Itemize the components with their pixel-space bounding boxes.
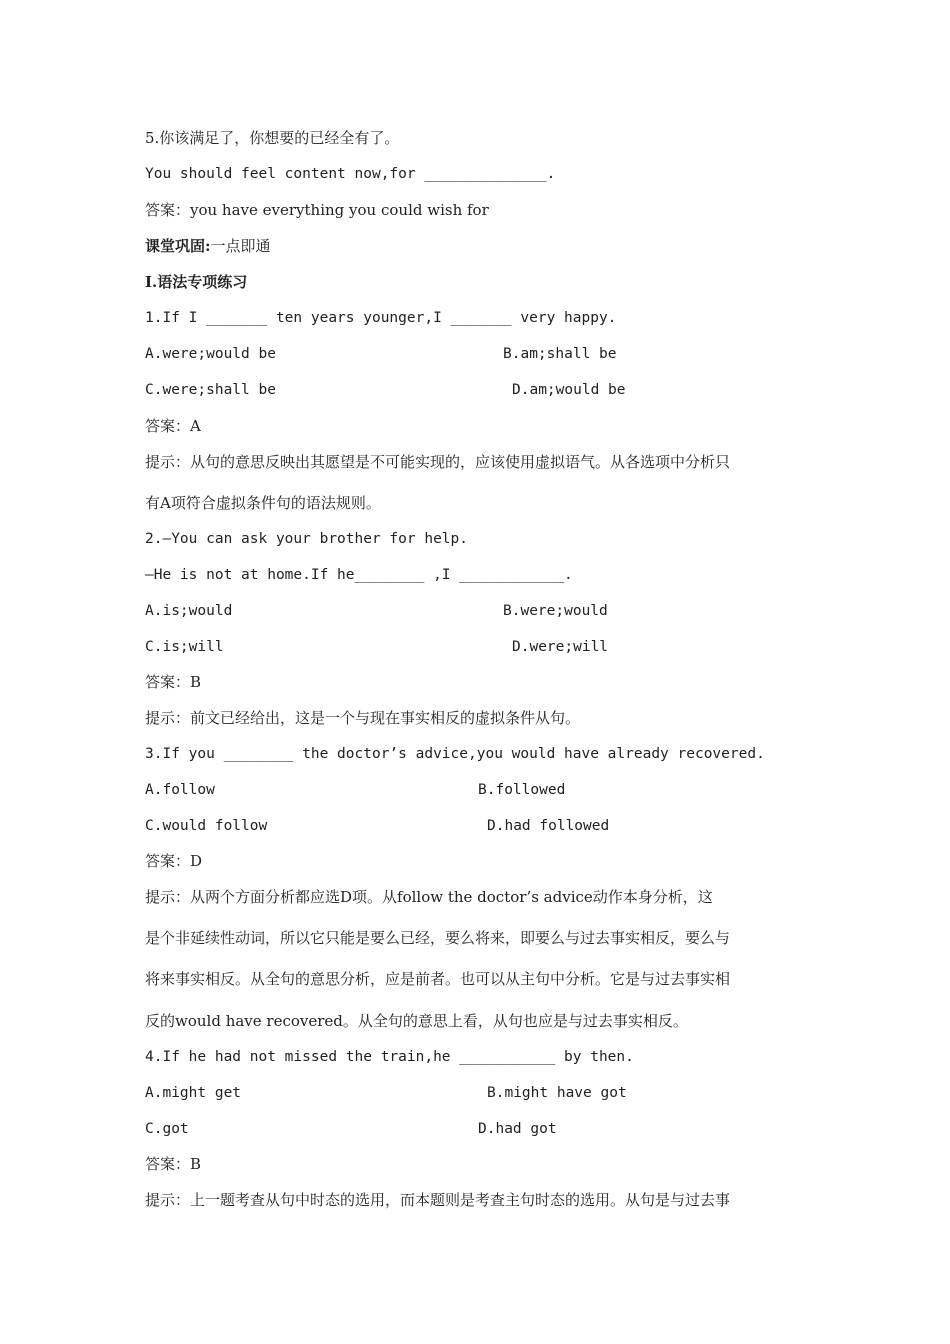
q2-answer: 答案：B: [145, 673, 202, 691]
section-heading-bold: 课堂巩固:: [145, 237, 211, 255]
q4-option-b: B.might have got: [487, 1085, 627, 1101]
q3-option-c: C.would follow: [145, 818, 268, 834]
q3-option-b: B.followed: [478, 782, 566, 798]
q4-answer: 答案：B: [145, 1155, 202, 1173]
q1-option-a: A.were;would be: [145, 346, 276, 362]
q1-stem: 1.If I _______ ten years younger,I _______ very happy.: [145, 310, 617, 326]
q1-answer: 答案：A: [145, 417, 201, 435]
q5-sentence: You should feel content now,for ______________.: [145, 166, 556, 182]
q3-option-d: D.had followed: [487, 818, 610, 834]
q3-hint-line: 将来事实相反。从全句的意思分析，应是前者。也可以从主句中分析。它是与过去事实相: [145, 970, 731, 988]
q1-hint-line: 提示：从句的意思反映出其愿望是不可能实现的，应该使用虚拟语气。从各选项中分析只: [145, 453, 731, 471]
section-subheading: Ⅰ.语法专项练习: [145, 273, 248, 291]
q3-hint-line: 提示：从两个方面分析都应选D项。从follow the doctor’s advice动作本身分析，这: [145, 888, 713, 906]
q2-option-d: D.were;will: [512, 639, 609, 655]
q3-hint-line: 反的would have recovered。从全句的意思上看，从句也应是与过去事实相反。: [145, 1012, 688, 1030]
q4-option-d: D.had got: [478, 1121, 557, 1137]
q5-title: 5.你该满足了，你想要的已经全有了。: [145, 129, 400, 147]
q4-hint-line: 提示：上一题考查从句中时态的选用，而本题则是考查主句时态的选用。从句是与过去事: [145, 1191, 731, 1209]
q4-option-a: A.might get: [145, 1085, 242, 1101]
section-heading: [145, 236, 271, 256]
q3-hint-line: 是个非延续性动词，所以它只能是要么已经，要么将来，即要么与过去事实相反，要么与: [145, 929, 731, 947]
q1-option-c: C.were;shall be: [145, 382, 276, 398]
q2-option-c: C.is;will: [145, 639, 224, 655]
q1-option-d: D.am;would be: [512, 382, 626, 398]
q2-stem-reply: —He is not at home.If he________ ,I ____________.: [145, 567, 573, 583]
q2-option-b: B.were;would: [503, 603, 608, 619]
q3-option-a: A.follow: [145, 782, 215, 798]
q1-option-b: B.am;shall be: [503, 346, 617, 362]
q2-option-a: A.is;would: [145, 603, 233, 619]
q5-answer: 答案：you have everything you could wish for: [145, 201, 489, 219]
q4-option-c: C.got: [145, 1121, 189, 1137]
q3-stem: 3.If you ________ the doctor’s advice,you would have already recovered.: [145, 746, 765, 762]
q3-answer: 答案：D: [145, 852, 203, 870]
q1-hint-line: 有A项符合虚拟条件句的语法规则。: [145, 494, 381, 512]
section-heading-rest: 一点即通: [210, 237, 271, 255]
q2-hint-line: 提示：前文已经给出，这是一个与现在事实相反的虚拟条件从句。: [145, 709, 581, 727]
q2-stem: 2.—You can ask your brother for help.: [145, 531, 469, 547]
q4-stem: 4.If he had not missed the train,he ___________ by then.: [145, 1049, 634, 1065]
